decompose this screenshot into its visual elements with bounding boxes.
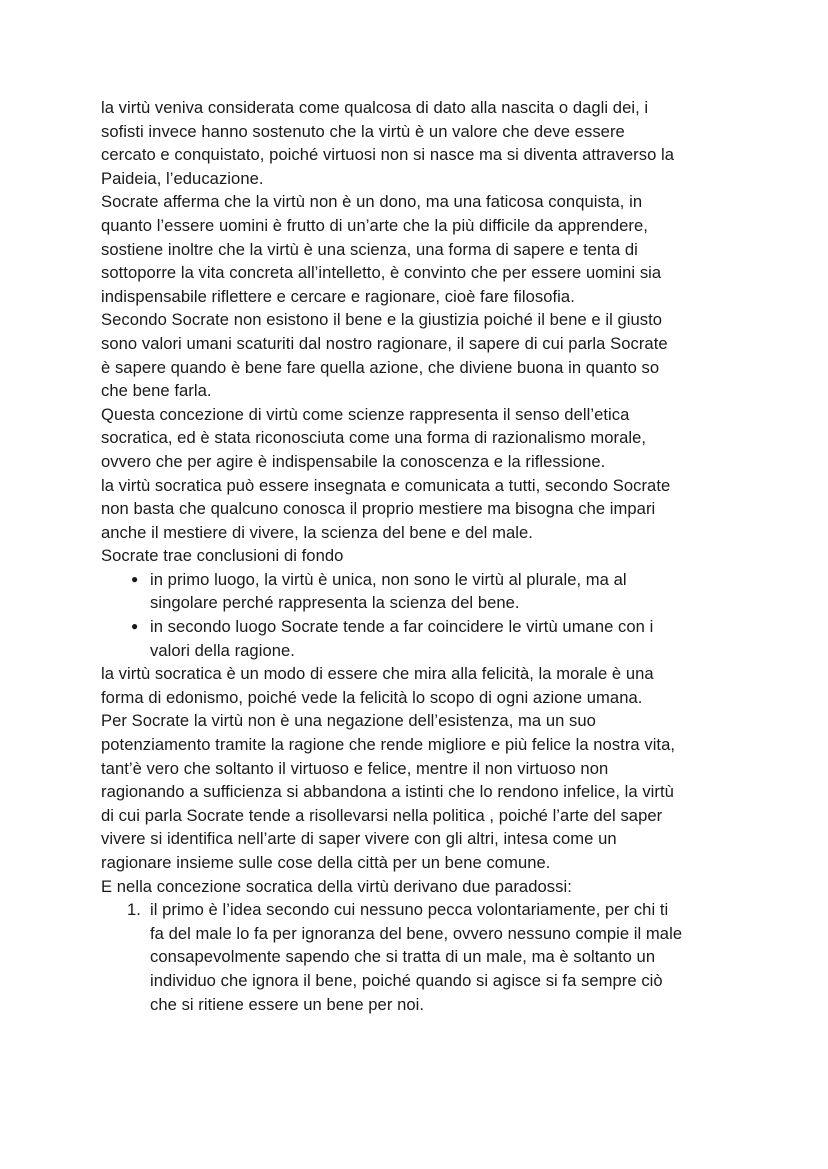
- paragraph: [101, 875, 741, 899]
- text-line: anche il mestiere di vivere, la scienza del bene e del male.: [101, 522, 533, 542]
- text-line: Questa concezione di virtù come scienze rappresenta il senso dell’etica: [101, 404, 630, 424]
- text-line: la virtù veniva considerata come qualcosa di dato alla nascita o dagli dei, i: [101, 98, 649, 117]
- paragraph: [101, 308, 741, 402]
- text-line: Paideia, l’educazione.: [101, 168, 264, 188]
- list-item: [101, 898, 741, 1016]
- text-line: sottoporre la vita concreta all’intelletto, è convinto che per essere uomini sia: [101, 263, 662, 283]
- text-line: Socrate trae conclusioni di fondo: [101, 546, 344, 566]
- text-line: indispensabile riflettere e cercare e ragionare, cioè fare filosofia.: [101, 286, 575, 306]
- text-line: non basta che qualcuno conosca il proprio mestiere ma bisogna che impari: [101, 499, 656, 519]
- text-line: ragionare insieme sulle cose della città per un bene comune.: [101, 853, 551, 872]
- text-line: cercato e conquistato, poiché virtuosi non si nasce ma si diventa attraverso la: [101, 145, 675, 165]
- text-line: forma di edonismo, poiché vede la felicità lo scopo di ogni azione umana.: [101, 687, 643, 707]
- text-line: sono valori umani scaturiti dal nostro ragionare, il sapere di cui parla Socrate: [101, 333, 668, 353]
- text-line: è sapere quando è bene fare quella azione, che diviene buona in quanto so: [101, 357, 660, 377]
- text-line: di cui parla Socrate tende a risollevarsi nella politica , poiché l’arte del saper: [101, 805, 663, 825]
- text-line: Socrate afferma che la virtù non è un dono, ma una faticosa conquista, in: [101, 192, 643, 212]
- text-line: Secondo Socrate non esistono il bene e la giustizia poiché il bene e il giusto: [101, 310, 663, 330]
- text-line: socratica, ed è stata riconosciuta come una forma di razionalismo morale,: [101, 428, 647, 448]
- bullet-list: [101, 568, 741, 662]
- paragraph: [101, 403, 741, 474]
- text-line: E nella concezione socratica della virtù derivano due paradossi:: [101, 876, 572, 896]
- text-line: vivere si identifica nell’arte di saper vivere con gli altri, intesa come un: [101, 829, 617, 849]
- text-line: sofisti invece hanno sostenuto che la virtù è un valore che deve essere: [101, 121, 625, 141]
- text-line: la virtù socratica è un modo di essere che mira alla felicità, la morale è una: [101, 664, 654, 684]
- list-item: [101, 615, 741, 662]
- numbered-list: [101, 898, 741, 1016]
- paragraph: [101, 544, 741, 568]
- list-number: 1.: [127, 900, 141, 920]
- text-line: ragionando a sufficienza si abbandona a istinti che lo rendono infelice, la virtù: [101, 782, 674, 802]
- paragraph: [101, 190, 741, 308]
- paragraph: [101, 709, 741, 874]
- text-line: in secondo luogo Socrate tende a far coincidere le virtù umane con i: [150, 617, 654, 637]
- bullet-icon: ●: [131, 619, 139, 634]
- text-line: la virtù socratica può essere insegnata e comunicata a tutti, secondo Socrate: [101, 475, 671, 495]
- paragraph: [101, 662, 741, 709]
- text-line: singolare perché rappresenta la scienza del bene.: [150, 593, 520, 613]
- text-line: valori della ragione.: [150, 640, 295, 660]
- text-line: tant’è vero che soltanto il virtuoso e felice, mentre il non virtuoso non: [101, 758, 609, 778]
- bullet-icon: ●: [131, 571, 139, 586]
- document-page: [101, 96, 741, 1016]
- paragraph: [101, 96, 741, 190]
- text-line: sostiene inoltre che la virtù è una scienza, una forma di sapere e tenta di: [101, 239, 638, 259]
- text-line: il primo è l’idea secondo cui nessuno pecca volontariamente, per chi ti: [150, 900, 669, 920]
- text-line: Per Socrate la virtù non è una negazione dell’esistenza, ma un suo: [101, 711, 596, 731]
- text-line: potenziamento tramite la ragione che rende migliore e più felice la nostra vita,: [101, 735, 676, 755]
- text-line: quanto l’essere uomini è frutto di un’arte che la più difficile da apprendere,: [101, 215, 648, 235]
- paragraph: [101, 474, 741, 545]
- text-line: individuo che ignora il bene, poiché quando si agisce si fa sempre ciò: [150, 970, 663, 990]
- text-line: fa del male lo fa per ignoranza del bene, ovvero nessuno compie il male: [150, 923, 683, 943]
- list-item: [101, 568, 741, 615]
- text-line: consapevolmente sapendo che si tratta di un male, ma è soltanto un: [150, 947, 656, 967]
- text-line: ovvero che per agire è indispensabile la conoscenza e la riflessione.: [101, 451, 606, 471]
- text-line: che bene farla.: [101, 381, 212, 401]
- text-line: in primo luogo, la virtù è unica, non sono le virtù al plurale, ma al: [150, 569, 627, 589]
- text-line: che si ritiene essere un bene per noi.: [150, 994, 425, 1014]
